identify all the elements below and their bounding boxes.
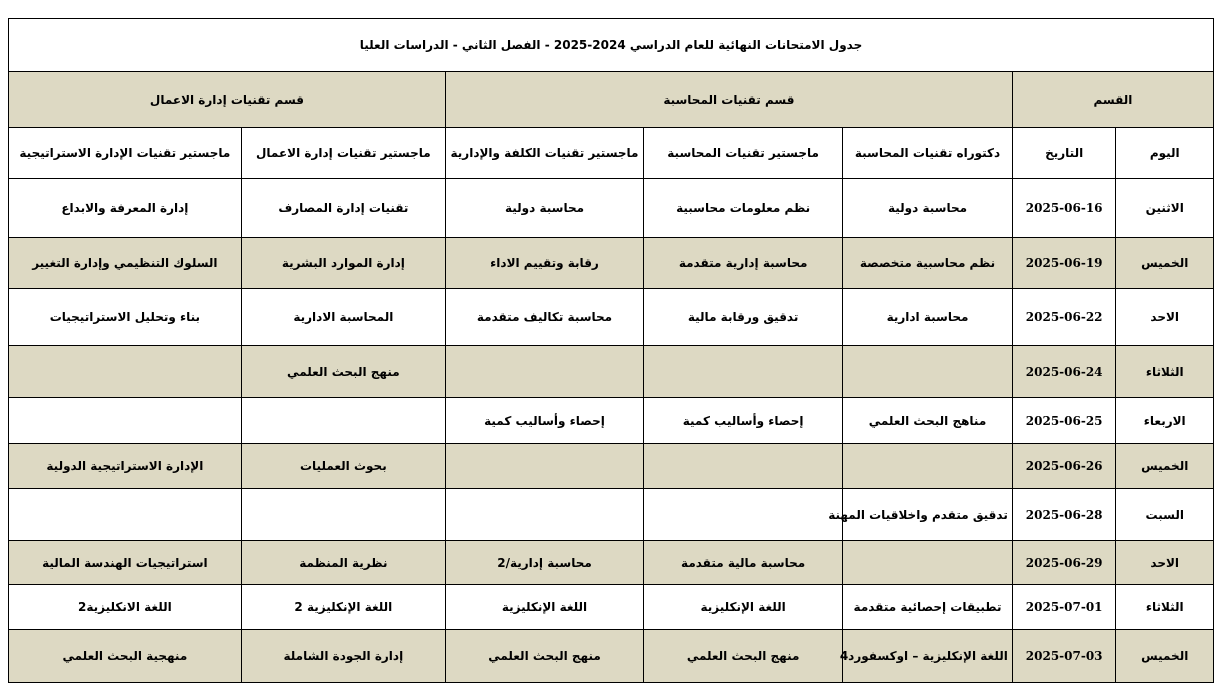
msc-cost-cell: [445, 444, 643, 489]
table-row: [9, 444, 1214, 489]
msc-cost-cell: رقابة وتقييم الاداء: [445, 238, 643, 289]
msc-cost-cell: [445, 346, 643, 398]
msc-cost-cell: محاسبة إدارية/2: [445, 541, 643, 585]
day-cell: الاثنين: [1116, 179, 1214, 238]
msc-accounting-cell: محاسبة إدارية متقدمة: [644, 238, 843, 289]
msc-cost-cell: إحصاء وأساليب كمية: [445, 398, 643, 444]
msc-cost-column-header: ماجستير تقنيات الكلفة والإدارية: [445, 128, 643, 179]
msc-strategic-cell: استراتيجيات الهندسة المالية: [9, 541, 242, 585]
msc-business-cell: إدارة الموارد البشرية: [241, 238, 445, 289]
msc-accounting-cell: [644, 346, 843, 398]
phd-accounting-cell: [843, 346, 1013, 398]
phd-accounting-cell: [843, 444, 1013, 489]
msc-business-column-header: ماجستير تقنيات إدارة الاعمال: [241, 128, 445, 179]
table-row: [9, 346, 1214, 398]
msc-accounting-cell: محاسبة مالية متقدمة: [644, 541, 843, 585]
msc-strategic-cell: الإدارة الاستراتيجية الدولية: [9, 444, 242, 489]
msc-cost-cell: محاسبة تكاليف متقدمة: [445, 289, 643, 346]
msc-cost-cell: منهج البحث العلمي: [445, 630, 643, 683]
department-row: [9, 72, 1214, 128]
table-row: [9, 238, 1214, 289]
date-cell: 2025-06-26: [1012, 444, 1116, 489]
date-cell: 2025-07-01: [1012, 585, 1116, 630]
phd-accounting-column-header: دكتوراه تقنيات المحاسبة: [843, 128, 1013, 179]
day-cell: الثلاثاء: [1116, 585, 1214, 630]
date-cell: 2025-06-19: [1012, 238, 1116, 289]
msc-business-cell: منهج البحث العلمي: [241, 346, 445, 398]
msc-cost-cell: اللغة الإنكليزية: [445, 585, 643, 630]
phd-accounting-cell: محاسبة ادارية: [843, 289, 1013, 346]
msc-strategic-cell: السلوك التنظيمي وإدارة التغيير: [9, 238, 242, 289]
date-cell: 2025-06-24: [1012, 346, 1116, 398]
msc-accounting-cell: تدقيق ورقابة مالية: [644, 289, 843, 346]
phd-accounting-cell: [843, 541, 1013, 585]
table-row: [9, 489, 1214, 541]
day-cell: الاحد: [1116, 289, 1214, 346]
section-header: القسم: [1012, 72, 1213, 128]
table-row: [9, 289, 1214, 346]
title-row: [9, 19, 1214, 72]
msc-strategic-cell: [9, 398, 242, 444]
day-cell: السبت: [1116, 489, 1214, 541]
msc-accounting-cell: [644, 444, 843, 489]
table-row: [9, 541, 1214, 585]
msc-accounting-cell: منهج البحث العلمي: [644, 630, 843, 683]
day-cell: الخميس: [1116, 444, 1214, 489]
date-cell: 2025-07-03: [1012, 630, 1116, 683]
accounting-department-header: قسم تقنيات المحاسبة: [445, 72, 1012, 128]
msc-business-cell: المحاسبة الادارية: [241, 289, 445, 346]
day-cell: الاحد: [1116, 541, 1214, 585]
msc-business-cell: بحوث العمليات: [241, 444, 445, 489]
date-column-header: التاريخ: [1012, 128, 1116, 179]
msc-cost-cell: [445, 489, 643, 541]
date-cell: 2025-06-25: [1012, 398, 1116, 444]
msc-accounting-cell: اللغة الإنكليزية: [644, 585, 843, 630]
day-cell: الثلاثاء: [1116, 346, 1214, 398]
table-row: [9, 585, 1214, 630]
date-cell: 2025-06-16: [1012, 179, 1116, 238]
phd-accounting-cell: تطبيقات إحصائية متقدمة: [843, 585, 1013, 630]
phd-accounting-cell: نظم محاسبية متخصصة: [843, 238, 1013, 289]
phd-accounting-cell: مناهج البحث العلمي: [843, 398, 1013, 444]
business-department-header: قسم تقنيات إدارة الاعمال: [9, 72, 446, 128]
msc-strategic-cell: إدارة المعرفة والابداع: [9, 179, 242, 238]
program-row: [9, 128, 1214, 179]
exam-schedule-table: [8, 18, 1214, 683]
msc-business-cell: [241, 489, 445, 541]
msc-accounting-cell: نظم معلومات محاسبية: [644, 179, 843, 238]
date-cell: 2025-06-29: [1012, 541, 1116, 585]
day-cell: الخميس: [1116, 630, 1214, 683]
msc-business-cell: تقنيات إدارة المصارف: [241, 179, 445, 238]
msc-strategic-cell: اللغة الانكليزية2: [9, 585, 242, 630]
msc-accounting-cell: إحصاء وأساليب كمية: [644, 398, 843, 444]
schedule-body: [9, 179, 1214, 683]
msc-strategic-column-header: ماجستير تقنيات الإدارة الاستراتيجية: [9, 128, 242, 179]
day-cell: الاربعاء: [1116, 398, 1214, 444]
table-row: [9, 179, 1214, 238]
day-column-header: اليوم: [1116, 128, 1214, 179]
date-cell: 2025-06-28: [1012, 489, 1116, 541]
msc-business-cell: إدارة الجودة الشاملة: [241, 630, 445, 683]
msc-accounting-cell: [644, 489, 843, 541]
msc-business-cell: اللغة الإنكليزية 2: [241, 585, 445, 630]
msc-cost-cell: محاسبة دولية: [445, 179, 643, 238]
msc-strategic-cell: منهجية البحث العلمي: [9, 630, 242, 683]
table-row: [9, 630, 1214, 683]
phd-accounting-cell: اللغة الإنكليزية – اوكسفورد4: [843, 630, 1013, 683]
msc-accounting-column-header: ماجستير تقنيات المحاسبة: [644, 128, 843, 179]
phd-accounting-cell: محاسبة دولية: [843, 179, 1013, 238]
msc-strategic-cell: [9, 489, 242, 541]
msc-business-cell: [241, 398, 445, 444]
table-row: [9, 398, 1214, 444]
phd-accounting-cell: تدقيق متقدم واخلاقيات المهنة: [843, 489, 1013, 541]
date-cell: 2025-06-22: [1012, 289, 1116, 346]
day-cell: الخميس: [1116, 238, 1214, 289]
page-title: جدول الامتحانات النهائية للعام الدراسي 2024-2025 - الفصل الثاني - الدراسات العليا: [9, 19, 1214, 72]
msc-strategic-cell: بناء وتحليل الاستراتيجيات: [9, 289, 242, 346]
msc-strategic-cell: [9, 346, 242, 398]
msc-business-cell: نظرية المنظمة: [241, 541, 445, 585]
